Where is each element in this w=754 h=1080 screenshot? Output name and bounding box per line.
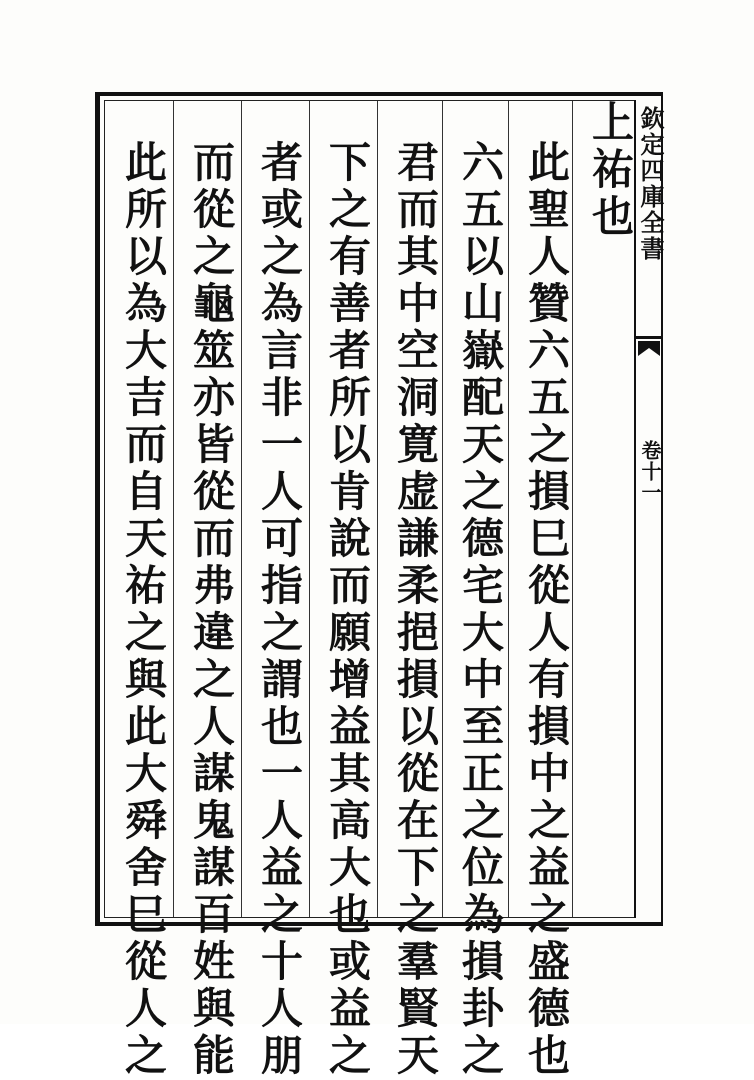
text-column-8: 此所以為大吉而自天祐之與此大舜舍巳從人之 (119, 140, 168, 1080)
banner-volume: 卷十一 (638, 440, 662, 503)
fish-tail-icon (636, 336, 662, 358)
column-rule (173, 101, 174, 917)
text-column-4: 君而其中空洞寛虚謙柔挹損以從在下之羣賢天 (391, 140, 440, 1080)
column-rule (377, 101, 378, 917)
column-rule (309, 101, 310, 917)
text-column-5: 下之有善者所以肯說而願增益其高大也或益之 (323, 140, 372, 1080)
column-rule (241, 101, 242, 917)
text-column-3: 六五以山嶽配天之德宅大中至正之位為損卦之 (456, 140, 505, 1080)
column-rule (508, 101, 509, 917)
text-column-6: 者或之為言非一人可指之謂也一人益之十人朋 (255, 140, 304, 1080)
text-column-2: 此聖人贊六五之損巳從人有損中之益之盛德也 (522, 140, 571, 1080)
text-column-1: 上祐也 (586, 100, 635, 241)
text-column-7: 而從之龜筮亦皆從而弗違之人謀鬼謀百姓與能 (187, 140, 236, 1080)
column-rule (442, 101, 443, 917)
banner-book-title: 欽定四庫全書 (636, 106, 665, 262)
